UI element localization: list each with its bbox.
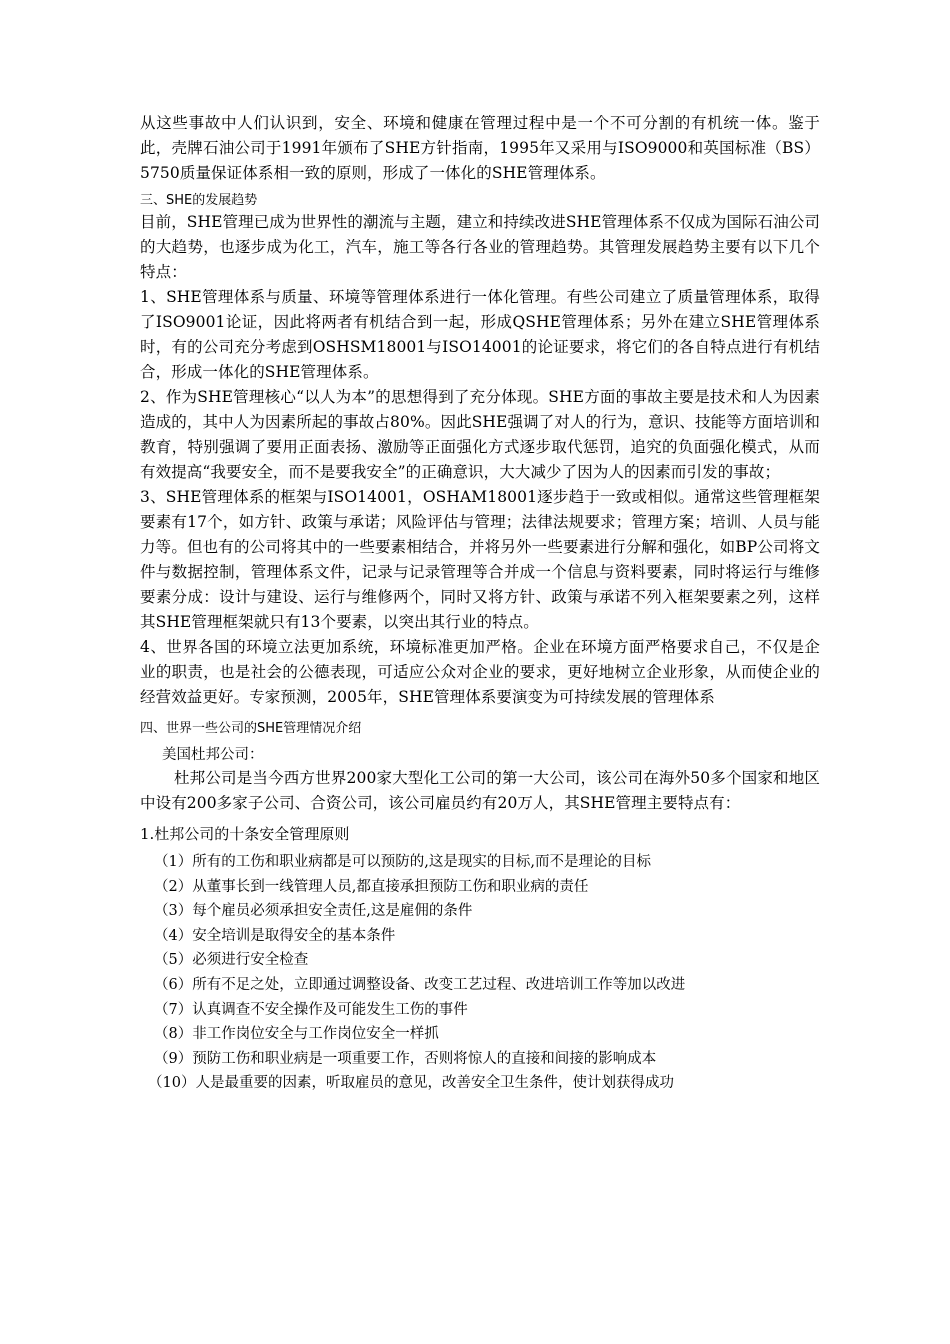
section-3-paragraph: 目前，SHE管理已成为世界性的潮流与主题，建立和持续改进SHE管理体系不仅成为国际石油公司的大趋势，也逐步成为化工，汽车，施工等各行各业的管理趋势。其管理发展趋势主要有以下几个特点： [140,213,820,281]
trend-item-4: 4、世界各国的环境立法更加系统，环境标准更加严格。企业在环境方面严格要求自己，不仅是企业的职责，也是社会的公德表现，可适应公众对企业的要求，更好地树立企业形象，从而使企业的经营效益更好。专家预测，2005年，SHE管理体系要演变为可持续发展的管理体系 [140,638,820,706]
principle-item: （1）所有的工伤和职业病都是可以预防的,这是现实的目标,而不是理论的目标 [154,854,651,870]
principle-item: （8）非工作岗位安全与工作岗位安全一样抓 [154,1026,439,1043]
principle-item: （2）从董事长到一线管理人员,都直接承担预防工伤和职业病的责任 [154,878,589,895]
principle-item: （9）预防工伤和职业病是一项重要工作，否则将惊人的直接和间接的影响成本 [154,1050,657,1067]
intro-paragraph: 从这些事故中人们认识到，安全、环境和健康在管理过程中是一个不可分割的有机统一体。鉴于此，壳牌石油公司于1991年颁布了SHE方针指南，1995年又采用与ISO9000和英国标准（BS）5750质量保证体系相一致的原则，形成了一体化的SHE管理体系。 [140,114,820,182]
principle-item: （10）人是最重要的因素，听取雇员的意见，改善安全卫生条件，使计划获得成功 [148,1075,674,1092]
principle-item: （3）每个雇员必须承担安全责任,这是雇佣的条件 [154,903,473,920]
section-3-heading: 三、SHE的发展趋势 [140,193,258,208]
principle-item: （4）安全培训是取得安全的基本条件 [154,927,396,944]
document-page [140,111,820,1096]
company-name: 美国杜邦公司： [162,747,264,763]
section-4-heading: 四、世界一些公司的SHE管理情况介绍 [140,721,362,736]
trend-item-2: 2、作为SHE管理核心“以人为本”的思想得到了充分体现。SHE方面的事故主要是技术和人为因素造成的，其中人为因素所起的事故占80%。因此SHE强调了对人的行为，意识、技能等方面培训和教育，特别强调了要用正面表扬、激励等正面强化方式逐步取代惩罚，追究的负面强化模式，从而有效提高“我要安全，而不是要我安全”的正确意识，大大减少了因为人的因素而引发的事故； [140,388,820,481]
principles-title: 1.杜邦公司的十条安全管理原则 [140,825,350,843]
company-intro: 杜邦公司是当今西方世界200家大型化工公司的第一大公司，该公司在海外50多个国家和地区中设有200多家子公司、合资公司，该公司雇员约有20万人，其SHE管理主要特点有： [140,769,820,812]
principle-item: （7）认真调查不安全操作及可能发生工伤的事件 [154,1001,468,1018]
trend-item-3: 3、SHE管理体系的框架与ISO14001，OSHAM18001逐步趋于一致或相似。通常这些管理框架要素有17个，如方针、政策与承诺；风险评估与管理；法律法规要求；管理方案；培训、人员与能力等。但也有的公司将其中的一些要素相结合，并将另外一些要素进行分解和强化，如BP公司将文件与数据控制，管理体系文件，记录与记录管理等合并成一个信息与资料要素，同时将运行与维修要素分成：设计与建设、运行与维修两个，同时又将方针、政策与承诺不列入框架要素之列，这样其SHE管理框架就只有13个要素，以突出其行业的特点。 [140,488,820,631]
principle-item: （6）所有不足之处，立即通过调整设备、改变工艺过程、改进培训工作等加以改进 [154,976,686,993]
principles-list [140,850,820,1096]
trend-item-1: 1、SHE管理体系与质量、环境等管理体系进行一体化管理。有些公司建立了质量管理体系，取得了ISO9001论证，因此将两者有机结合到一起，形成QSHE管理体系；另外在建立SHE管理体系时，有的公司充分考虑到OSHSM18001与ISO14001的论证要求，将它们的各自特点进行有机结合，形成一体化的SHE管理体系。 [140,288,820,381]
principle-item: （5）必须进行安全检查 [154,952,309,969]
